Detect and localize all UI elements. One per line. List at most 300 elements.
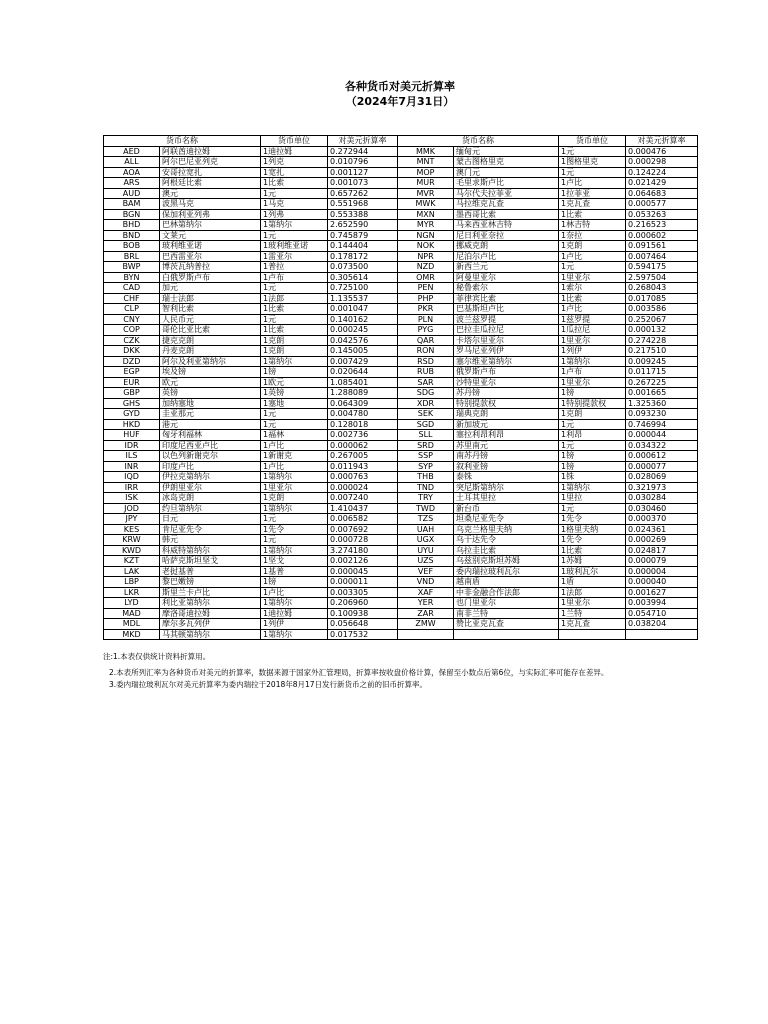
cell-unit-right: 1里亚尔: [559, 377, 626, 388]
cell-code-left: MAD: [104, 608, 160, 619]
cell-code-right: OMR: [398, 272, 454, 283]
cell-rate-right: 0.030460: [626, 503, 698, 514]
cell-code-left: GYD: [104, 409, 160, 420]
table-row: [104, 146, 698, 157]
table-row: [104, 440, 698, 451]
table-row: [104, 430, 698, 441]
cell-unit-left: 1元: [261, 419, 328, 430]
cell-code-right: RUB: [398, 367, 454, 378]
cell-rate-right: 0.011715: [626, 367, 698, 378]
cell-code-left: LBP: [104, 577, 160, 588]
cell-name-right: 南非兰特: [454, 608, 559, 619]
cell-name-right: 波兰兹罗提: [454, 314, 559, 325]
cell-name-right: 蒙古图格里克: [454, 157, 559, 168]
cell-unit-left: 1比索: [261, 178, 328, 189]
cell-code-right: NPR: [398, 251, 454, 262]
cell-name-left: 博茨瓦纳普拉: [160, 262, 261, 273]
cell-name-left: 人民币元: [160, 314, 261, 325]
cell-unit-right: 1里亚尔: [559, 272, 626, 283]
table-row: [104, 325, 698, 336]
cell-rate-right: 0.053263: [626, 209, 698, 220]
table-row: [104, 178, 698, 189]
cell-rate-left: 0.128018: [328, 419, 398, 430]
cell-rate-left: 0.206960: [328, 598, 398, 609]
cell-rate-right: 0.216523: [626, 220, 698, 231]
cell-name-left: 科威特第纳尔: [160, 545, 261, 556]
cell-code-right: QAR: [398, 335, 454, 346]
cell-rate-left: 0.003305: [328, 587, 398, 598]
cell-code-right: RSD: [398, 356, 454, 367]
cell-unit-left: 1元: [261, 283, 328, 294]
cell-code-left: BRL: [104, 251, 160, 262]
cell-unit-left: 1迪拉姆: [261, 608, 328, 619]
cell-name-right: 瑞典克朗: [454, 409, 559, 420]
cell-name-right: 委内瑞拉玻利瓦尔: [454, 566, 559, 577]
cell-code-left: EGP: [104, 367, 160, 378]
cell-name-right: 巴基斯坦卢比: [454, 304, 559, 315]
table-row: [104, 535, 698, 546]
cell-rate-left: 0.551968: [328, 199, 398, 210]
cell-unit-left: 1坚戈: [261, 556, 328, 567]
table-row: [104, 220, 698, 231]
cell-rate-right: 0.021429: [626, 178, 698, 189]
cell-name-right: 泰铢: [454, 472, 559, 483]
cell-name-right: 阿曼里亚尔: [454, 272, 559, 283]
cell-unit-left: 1卢布: [261, 272, 328, 283]
table-row: [104, 367, 698, 378]
table-row: [104, 598, 698, 609]
cell-unit-left: 1迪拉姆: [261, 146, 328, 157]
cell-name-left: 文莱元: [160, 230, 261, 241]
cell-code-left: CZK: [104, 335, 160, 346]
cell-unit-left: 1克朗: [261, 493, 328, 504]
cell-rate-right: 0.000077: [626, 461, 698, 472]
cell-unit-left: 1元: [261, 535, 328, 546]
cell-name-right: 叙利亚镑: [454, 461, 559, 472]
cell-name-left: 白俄罗斯卢布: [160, 272, 261, 283]
cell-name-right: 突尼斯第纳尔: [454, 482, 559, 493]
cell-name-left: 澳元: [160, 188, 261, 199]
cell-unit-right: 1镑: [559, 461, 626, 472]
cell-code-right: PYG: [398, 325, 454, 336]
cell-rate-right: 0.017085: [626, 293, 698, 304]
cell-unit-right: 1比索: [559, 545, 626, 556]
table-row: [104, 566, 698, 577]
cell-code-left: LAK: [104, 566, 160, 577]
cell-rate-right: 0.001627: [626, 587, 698, 598]
cell-code-left: DZD: [104, 356, 160, 367]
cell-code-right: NGN: [398, 230, 454, 241]
cell-unit-left: 1第纳尔: [261, 629, 328, 640]
cell-unit-left: 1卢比: [261, 440, 328, 451]
cell-name-left: 摩洛哥迪拉姆: [160, 608, 261, 619]
cell-name-right: 罗马尼亚列伊: [454, 346, 559, 357]
cell-rate-left: 1.135537: [328, 293, 398, 304]
cell-name-right: 尼泊尔卢比: [454, 251, 559, 262]
cell-rate-right: 0.000476: [626, 146, 698, 157]
cell-name-left: 印度卢比: [160, 461, 261, 472]
cell-rate-left: 3.274180: [328, 545, 398, 556]
cell-unit-left: 1第纳尔: [261, 503, 328, 514]
cell-unit-left: 1第纳尔: [261, 356, 328, 367]
cell-code-right: UYU: [398, 545, 454, 556]
cell-code-right: XDR: [398, 398, 454, 409]
cell-rate-right: 0.000004: [626, 566, 698, 577]
cell-code-right: VND: [398, 577, 454, 588]
page-title: 各种货币对美元折算率: [345, 80, 455, 93]
cell-rate-right: 0.030284: [626, 493, 698, 504]
cell-unit-left: 1法郎: [261, 293, 328, 304]
cell-code-right: SYP: [398, 461, 454, 472]
cell-rate-right: 0.267225: [626, 377, 698, 388]
cell-name-left: 巴西雷亚尔: [160, 251, 261, 262]
cell-code-right: NZD: [398, 262, 454, 273]
cell-unit-right: 1先令: [559, 514, 626, 525]
cell-rate-left: 0.007429: [328, 356, 398, 367]
cell-rate-left: 0.002736: [328, 430, 398, 441]
cell-name-right: 澳门元: [454, 167, 559, 178]
cell-name-right: 苏丹镑: [454, 388, 559, 399]
cell-code-left: BYN: [104, 272, 160, 283]
cell-rate-right: 0.594175: [626, 262, 698, 273]
cell-code-right: MWK: [398, 199, 454, 210]
cell-rate-right: 0.034322: [626, 440, 698, 451]
cell-code-right: TRY: [398, 493, 454, 504]
table-row: [104, 556, 698, 567]
cell-rate-left: 2.652590: [328, 220, 398, 231]
table-row: [104, 377, 698, 388]
cell-rate-right: 0.000612: [626, 451, 698, 462]
cell-code-left: LYD: [104, 598, 160, 609]
cell-unit-right: 1铢: [559, 472, 626, 483]
cell-code-left: AOA: [104, 167, 160, 178]
table-row: [104, 577, 698, 588]
cell-code-right: SSP: [398, 451, 454, 462]
cell-rate-left: 0.007240: [328, 493, 398, 504]
cell-rate-left: 0.100938: [328, 608, 398, 619]
table-row: [104, 304, 698, 315]
cell-name-right: 挪威克朗: [454, 241, 559, 252]
cell-rate-left: 0.725100: [328, 283, 398, 294]
cell-rate-right: 0.001665: [626, 388, 698, 399]
cell-code-right: SGD: [398, 419, 454, 430]
cell-name-right: 乌拉圭比索: [454, 545, 559, 556]
cell-unit-left: 1马克: [261, 199, 328, 210]
cell-name-right: 中非金融合作法郎: [454, 587, 559, 598]
cell-code-left: KRW: [104, 535, 160, 546]
cell-rate-right: 0.093230: [626, 409, 698, 420]
table-row: [104, 346, 698, 357]
cell-rate-left: 0.064309: [328, 398, 398, 409]
cell-unit-right: 1比索: [559, 293, 626, 304]
cell-code-left: ALL: [104, 157, 160, 168]
cell-unit-right: 1玻利瓦尔: [559, 566, 626, 577]
cell-code-right: VEF: [398, 566, 454, 577]
cell-name-right: 秘鲁索尔: [454, 283, 559, 294]
cell-name-left: 马其顿第纳尔: [160, 629, 261, 640]
cell-name-right: 塞尔维亚第纳尔: [454, 356, 559, 367]
table-row: [104, 493, 698, 504]
cell-unit-right: 1元: [559, 440, 626, 451]
cell-unit-left: 1比索: [261, 325, 328, 336]
cell-code-right: MUR: [398, 178, 454, 189]
cell-unit-right: 1林吉特: [559, 220, 626, 231]
cell-rate-right: 0.028069: [626, 472, 698, 483]
cell-unit-left: 1福林: [261, 430, 328, 441]
cell-rate-left: 0.020644: [328, 367, 398, 378]
cell-unit-right: 1元: [559, 503, 626, 514]
table-row: [104, 419, 698, 430]
header-usd-rate-left: 对美元折算率: [328, 136, 398, 147]
cell-name-left: 港元: [160, 419, 261, 430]
cell-name-right: 新加坡元: [454, 419, 559, 430]
cell-rate-right: 2.597504: [626, 272, 698, 283]
cell-rate-left: 0.000045: [328, 566, 398, 577]
header-currency-unit-left: 货币单位: [261, 136, 328, 147]
table-header-row: [104, 136, 698, 147]
cell-code-left: DKK: [104, 346, 160, 357]
cell-code-left: KES: [104, 524, 160, 535]
cell-code-right: UGX: [398, 535, 454, 546]
table-row: [104, 199, 698, 210]
table-row: [104, 524, 698, 535]
table-row: [104, 514, 698, 525]
cell-name-right: 沙特里亚尔: [454, 377, 559, 388]
cell-unit-right: [559, 629, 626, 640]
cell-rate-right: [626, 629, 698, 640]
cell-name-right: 巴拉圭瓜拉尼: [454, 325, 559, 336]
table-row: [104, 629, 698, 640]
cell-name-right: [454, 629, 559, 640]
cell-code-left: AED: [104, 146, 160, 157]
cell-name-left: 巴林第纳尔: [160, 220, 261, 231]
cell-rate-left: 0.001047: [328, 304, 398, 315]
cell-rate-left: 0.056648: [328, 619, 398, 630]
cell-unit-left: 1列弗: [261, 209, 328, 220]
cell-unit-left: 1雷亚尔: [261, 251, 328, 262]
cell-name-right: 马尔代夫拉菲亚: [454, 188, 559, 199]
cell-name-left: 斯里兰卡卢比: [160, 587, 261, 598]
cell-unit-right: 1镑: [559, 388, 626, 399]
cell-unit-left: 1卢比: [261, 587, 328, 598]
cell-name-right: 马拉维克瓦查: [454, 199, 559, 210]
table-row: [104, 283, 698, 294]
cell-code-left: KZT: [104, 556, 160, 567]
cell-name-left: 埃及镑: [160, 367, 261, 378]
cell-unit-left: 1第纳尔: [261, 545, 328, 556]
cell-rate-right: 1.325360: [626, 398, 698, 409]
cell-name-left: 加纳塞地: [160, 398, 261, 409]
cell-name-left: 波黑马克: [160, 199, 261, 210]
cell-unit-left: 1克朗: [261, 346, 328, 357]
footnote-1: 注:1.本表仅供统计资料折算用。: [103, 652, 211, 661]
cell-unit-right: 1格里夫纳: [559, 524, 626, 535]
cell-name-right: 坦桑尼亚先令: [454, 514, 559, 525]
cell-code-left: BAM: [104, 199, 160, 210]
cell-code-left: HUF: [104, 430, 160, 441]
cell-name-left: 老挝基普: [160, 566, 261, 577]
cell-rate-right: 0.000269: [626, 535, 698, 546]
cell-name-right: 赞比亚克瓦查: [454, 619, 559, 630]
cell-code-left: BHD: [104, 220, 160, 231]
cell-code-left: CAD: [104, 283, 160, 294]
cell-unit-left: 1镑: [261, 577, 328, 588]
cell-unit-right: 1图格里克: [559, 157, 626, 168]
cell-name-right: 卡塔尔里亚尔: [454, 335, 559, 346]
cell-name-left: 伊朗里亚尔: [160, 482, 261, 493]
cell-code-right: NOK: [398, 241, 454, 252]
cell-name-right: 墨西哥比索: [454, 209, 559, 220]
cell-code-right: MYR: [398, 220, 454, 231]
cell-unit-right: 1元: [559, 262, 626, 273]
cell-code-left: IDR: [104, 440, 160, 451]
cell-name-right: 也门里亚尔: [454, 598, 559, 609]
cell-name-right: 塞拉利昂利昂: [454, 430, 559, 441]
page-subtitle-date: （2024年7月31日）: [345, 95, 455, 108]
cell-unit-left: 1克朗: [261, 335, 328, 346]
cell-code-right: RON: [398, 346, 454, 357]
cell-unit-right: 1兹罗提: [559, 314, 626, 325]
cell-rate-left: 0.745879: [328, 230, 398, 241]
cell-code-left: AUD: [104, 188, 160, 199]
cell-rate-left: 0.006582: [328, 514, 398, 525]
cell-rate-right: 0.003586: [626, 304, 698, 315]
cell-code-right: SEK: [398, 409, 454, 420]
cell-unit-left: 1元: [261, 314, 328, 325]
cell-rate-left: 1.085401: [328, 377, 398, 388]
cell-unit-left: 1卢比: [261, 461, 328, 472]
cell-code-right: SLL: [398, 430, 454, 441]
cell-name-left: 阿联酋迪拉姆: [160, 146, 261, 157]
cell-rate-right: 0.000044: [626, 430, 698, 441]
cell-name-left: 摩尔多瓦列伊: [160, 619, 261, 630]
cell-unit-left: 1元: [261, 188, 328, 199]
cell-code-right: PKR: [398, 304, 454, 315]
cell-unit-left: 1里亚尔: [261, 482, 328, 493]
footnote-2: 2.本表所列汇率为各种货币对美元的折算率，数据来源于国家外汇管理局，折算率按收盘价格计算，保留至小数点后第6位，与实际汇率可能存在差异。: [109, 668, 609, 677]
cell-unit-left: 1第纳尔: [261, 220, 328, 231]
cell-unit-left: 1列克: [261, 157, 328, 168]
cell-unit-right: 1元: [559, 167, 626, 178]
cell-unit-right: 1卢比: [559, 304, 626, 315]
cell-unit-left: 1玻利维亚诺: [261, 241, 328, 252]
table-row: [104, 157, 698, 168]
header-usd-rate-right: 对美元折算率: [626, 136, 698, 147]
cell-name-right: 尼日利亚奈拉: [454, 230, 559, 241]
table-row: [104, 503, 698, 514]
cell-rate-right: 0.000040: [626, 577, 698, 588]
cell-code-right: MOP: [398, 167, 454, 178]
cell-name-left: 安哥拉宽扎: [160, 167, 261, 178]
cell-rate-right: 0.064683: [626, 188, 698, 199]
cell-code-right: MNT: [398, 157, 454, 168]
cell-rate-left: 0.017532: [328, 629, 398, 640]
cell-unit-left: 1元: [261, 409, 328, 420]
cell-rate-left: 0.140162: [328, 314, 398, 325]
cell-name-right: 毛里求斯卢比: [454, 178, 559, 189]
cell-rate-right: 0.000602: [626, 230, 698, 241]
cell-name-right: 乌兹别克斯坦苏姆: [454, 556, 559, 567]
header-currency-unit-right: 货币单位: [559, 136, 626, 147]
header-currency-name-left: 货币名称: [104, 136, 261, 147]
cell-name-left: 欧元: [160, 377, 261, 388]
cell-code-left: BWP: [104, 262, 160, 273]
cell-rate-right: 0.252067: [626, 314, 698, 325]
cell-unit-right: 1先令: [559, 535, 626, 546]
cell-rate-right: 0.024817: [626, 545, 698, 556]
cell-rate-right: 0.274228: [626, 335, 698, 346]
exchange-rate-table: [103, 135, 698, 640]
table-row: [104, 241, 698, 252]
cell-code-right: MVR: [398, 188, 454, 199]
cell-rate-left: 0.000245: [328, 325, 398, 336]
cell-name-left: 黎巴嫩镑: [160, 577, 261, 588]
cell-unit-right: 1利昂: [559, 430, 626, 441]
cell-code-right: SAR: [398, 377, 454, 388]
cell-rate-left: 0.001127: [328, 167, 398, 178]
cell-name-right: 马来西亚林吉特: [454, 220, 559, 231]
cell-unit-left: 1镑: [261, 367, 328, 378]
cell-rate-left: 0.657262: [328, 188, 398, 199]
cell-unit-right: 1克朗: [559, 241, 626, 252]
cell-name-left: 阿尔巴尼亚列克: [160, 157, 261, 168]
cell-name-right: 新台币: [454, 503, 559, 514]
cell-rate-left: 0.001073: [328, 178, 398, 189]
cell-unit-right: 1卢比: [559, 178, 626, 189]
cell-unit-right: 1第纳尔: [559, 356, 626, 367]
cell-rate-left: 0.010796: [328, 157, 398, 168]
cell-rate-right: 0.217510: [626, 346, 698, 357]
cell-unit-right: 1克瓦查: [559, 199, 626, 210]
cell-name-left: 日元: [160, 514, 261, 525]
cell-rate-right: 0.091561: [626, 241, 698, 252]
cell-unit-right: 1克朗: [559, 409, 626, 420]
cell-rate-right: 0.746994: [626, 419, 698, 430]
cell-rate-left: 0.000728: [328, 535, 398, 546]
cell-rate-right: 0.007464: [626, 251, 698, 262]
cell-rate-left: 0.042576: [328, 335, 398, 346]
cell-rate-left: 0.000763: [328, 472, 398, 483]
cell-unit-right: 1兰特: [559, 608, 626, 619]
cell-unit-left: 1普拉: [261, 262, 328, 273]
cell-unit-right: 1里亚尔: [559, 598, 626, 609]
cell-code-left: LKR: [104, 587, 160, 598]
cell-rate-right: 0.000132: [626, 325, 698, 336]
cell-unit-right: 1索尔: [559, 283, 626, 294]
cell-code-left: ARS: [104, 178, 160, 189]
cell-unit-right: 1第纳尔: [559, 482, 626, 493]
cell-unit-left: 1欧元: [261, 377, 328, 388]
table-row: [104, 356, 698, 367]
cell-code-right: [398, 629, 454, 640]
cell-code-left: MKD: [104, 629, 160, 640]
cell-rate-right: 0.003994: [626, 598, 698, 609]
table-row: [104, 388, 698, 399]
cell-unit-left: 1元: [261, 514, 328, 525]
cell-unit-left: 1英镑: [261, 388, 328, 399]
cell-name-right: 南苏丹镑: [454, 451, 559, 462]
cell-rate-right: 0.268043: [626, 283, 698, 294]
cell-rate-left: 1.410437: [328, 503, 398, 514]
cell-name-left: 韩元: [160, 535, 261, 546]
cell-name-left: 利比亚第纳尔: [160, 598, 261, 609]
cell-rate-right: 0.038204: [626, 619, 698, 630]
cell-code-right: TZS: [398, 514, 454, 525]
header-currency-name-right: 货币名称: [398, 136, 559, 147]
table-row: [104, 272, 698, 283]
cell-unit-right: 1里亚尔: [559, 335, 626, 346]
cell-rate-left: 0.000011: [328, 577, 398, 588]
